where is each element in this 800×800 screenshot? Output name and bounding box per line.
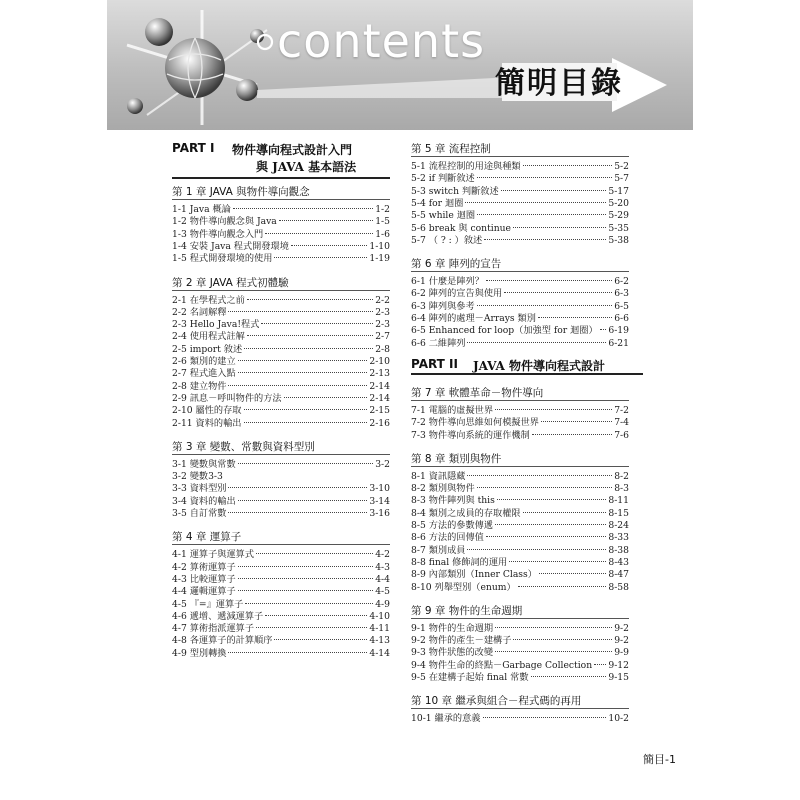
dot-leader <box>477 177 612 178</box>
entry-title: 2-3 Hello Java!程式 <box>172 319 260 331</box>
entry-page: 9-2 <box>614 622 629 634</box>
toc-entry <box>411 325 629 337</box>
banner-title: contents <box>277 14 486 68</box>
dot-leader <box>274 639 367 640</box>
entry-title: 9-5 在建構子起始 final 常數 <box>411 672 529 683</box>
entry-page: 8-38 <box>608 544 629 556</box>
entry-title: 2-8 建立物件 <box>172 380 227 392</box>
toc-entry <box>172 599 390 611</box>
entry-page: 4-14 <box>369 647 390 659</box>
dot-leader <box>228 311 373 312</box>
dot-leader <box>501 190 607 191</box>
entry-page: 4-13 <box>369 635 390 647</box>
entry-title: 3-1 變數與常數 <box>172 458 236 470</box>
entry-page: 6-19 <box>608 325 629 337</box>
entry-title: 4-7 算術指派運算子 <box>172 623 255 635</box>
banner-subtitle: 簡明目錄 <box>495 66 623 101</box>
entry-page: 2-14 <box>369 392 390 404</box>
entry-page: 5-35 <box>608 222 629 234</box>
dot-leader <box>238 500 368 501</box>
dot-leader <box>523 512 607 513</box>
entry-page: 5-20 <box>608 197 629 209</box>
dot-leader <box>265 233 373 234</box>
dot-leader <box>228 652 367 653</box>
dot-leader <box>228 385 367 386</box>
dot-leader <box>509 561 606 562</box>
dot-leader <box>541 421 612 422</box>
chapter-heading: 第 1 章 JAVA 與物件導向觀念 <box>172 184 390 200</box>
dot-leader <box>233 208 373 209</box>
entry-page: 9-9 <box>614 647 629 659</box>
toc-entry <box>172 586 390 598</box>
dot-leader <box>465 202 606 203</box>
toc-entry <box>172 229 390 241</box>
entry-title: 2-10 屬性的存取 <box>172 405 242 417</box>
dot-leader <box>495 651 612 652</box>
page-number: 簡目-1 <box>643 753 676 766</box>
entry-page: 4-9 <box>375 598 390 610</box>
chapter-heading: 第 8 章 類別與物件 <box>411 451 629 467</box>
entry-title: 2-7 程式進入點 <box>172 368 236 380</box>
toc-entry <box>411 713 629 725</box>
entry-title: 5-6 break 與 continue <box>411 222 511 234</box>
dot-leader <box>532 434 612 435</box>
entry-title: 8-8 final 修飾詞的運用 <box>411 556 508 568</box>
dot-leader <box>477 487 613 488</box>
entry-title: 2-4 使用程式註解 <box>172 331 245 343</box>
toc-entry <box>411 483 629 495</box>
toc-entry <box>172 295 390 307</box>
entry-title: 4-2 算術運算子 <box>172 561 236 573</box>
toc-entry <box>172 562 390 574</box>
entry-page: 4-2 <box>375 549 390 561</box>
entry-page: 1-19 <box>369 253 390 265</box>
entry-page: 5-2 <box>614 161 629 172</box>
entry-page: 8-15 <box>608 507 629 519</box>
entry-title: 4-8 各運算子的計算順序 <box>172 635 273 647</box>
dot-leader <box>274 257 367 258</box>
entry-title: 2-2 名詞解釋 <box>172 306 227 318</box>
entry-title: 8-9 內部類別（Inner Class） <box>411 569 537 581</box>
part-heading <box>411 357 643 375</box>
toc-entry <box>172 418 390 430</box>
entry-title: 7-2 物件導向思維如何模擬世界 <box>411 417 539 429</box>
dot-leader <box>504 292 612 293</box>
entry-page: 6-5 <box>614 300 629 312</box>
entry-page: 8-3 <box>614 483 629 495</box>
toc-entry <box>411 173 629 185</box>
entry-page: 8-33 <box>608 532 629 544</box>
toc-entry <box>411 557 629 569</box>
dot-leader <box>256 627 367 628</box>
toc-entry <box>411 161 629 173</box>
entry-title: 6-5 Enhanced for loop（加強型 for 迴圈） <box>411 325 598 337</box>
dot-leader <box>467 475 612 476</box>
toc-entry <box>172 508 390 520</box>
entry-page: 7-2 <box>614 404 629 416</box>
dot-leader <box>247 335 373 336</box>
entry-page: 3-2 <box>375 458 390 470</box>
part-label: PART II <box>411 356 458 371</box>
entry-title: 2-11 資料的輸出 <box>172 417 242 429</box>
dot-leader <box>513 227 606 228</box>
dot-leader <box>495 524 606 525</box>
entry-page: 3-16 <box>369 508 390 519</box>
toc-entry <box>411 495 629 507</box>
dot-leader <box>261 323 373 324</box>
entry-title: 8-4 類別之成員的存取權限 <box>411 507 521 519</box>
dot-leader <box>238 372 368 373</box>
entry-page: 6-3 <box>614 288 629 300</box>
entry-title: 5-4 for 迴圈 <box>411 197 464 209</box>
toc-entry <box>172 368 390 380</box>
entry-page: 2-10 <box>369 356 390 367</box>
chapter-heading: 第 5 章 流程控制 <box>411 141 629 157</box>
toc-entry <box>172 344 390 356</box>
toc-entry <box>172 635 390 647</box>
dot-leader <box>513 639 612 640</box>
entry-page: 6-2 <box>614 276 629 288</box>
entry-page: 4-4 <box>375 573 390 585</box>
chapter-heading: 第 2 章 JAVA 程式初體驗 <box>172 275 390 291</box>
dot-leader <box>238 463 374 464</box>
entry-title: 7-3 物件導向系統的運作機制 <box>411 429 530 441</box>
entry-title: 5-5 while 迴圈 <box>411 210 476 222</box>
entry-title: 1-3 物件導向觀念入門 <box>172 228 264 240</box>
entry-page: 1-2 <box>375 204 390 215</box>
dot-leader <box>483 717 607 718</box>
entry-page: 2-16 <box>369 417 390 429</box>
dot-leader <box>495 409 612 410</box>
entry-page: 2-7 <box>375 331 390 343</box>
entry-title: 4-1 運算子與運算式 <box>172 549 255 561</box>
entry-title: 5-3 switch 判斷敘述 <box>411 185 499 197</box>
chapter-heading: 第 4 章 運算子 <box>172 529 390 545</box>
toc-entry <box>172 459 390 471</box>
entry-title: 3-3 資料型別 <box>172 483 227 495</box>
toc-entry <box>411 288 629 300</box>
dot-leader <box>467 549 606 550</box>
dot-leader <box>497 499 607 500</box>
entry-page: 9-12 <box>608 659 629 671</box>
entry-page: 2-13 <box>369 368 390 380</box>
toc-entry <box>411 313 629 325</box>
entry-title: 4-6 遞增、遞減運算子 <box>172 610 264 622</box>
entry-title: 1-2 物件導向觀念與 Java <box>172 216 277 228</box>
toc-entry <box>172 381 390 393</box>
dot-leader <box>477 214 606 215</box>
entry-title: 8-6 方法的回傳值 <box>411 532 484 544</box>
dot-leader <box>244 422 368 423</box>
entry-title: 6-2 陣列的宣告與使用 <box>411 288 503 300</box>
dot-leader <box>523 165 613 166</box>
entry-page: 7-6 <box>614 429 629 441</box>
dot-leader <box>538 317 612 318</box>
toc-entry <box>411 417 629 429</box>
dot-leader <box>495 627 612 628</box>
entry-page: 4-3 <box>375 561 390 573</box>
entry-title: 6-6 二維陣列 <box>411 337 466 349</box>
entry-page: 8-43 <box>608 556 629 568</box>
entry-title: 9-2 物件的產生－建構子 <box>411 635 512 647</box>
dot-leader <box>228 512 367 513</box>
dot-leader <box>484 239 606 240</box>
entry-title: 6-1 什麼是陣列？ <box>411 276 484 288</box>
entry-title: 8-7 類別成員 <box>411 544 466 556</box>
dot-leader <box>518 586 607 587</box>
toc-entry <box>172 356 390 368</box>
entry-page: 2-8 <box>375 343 390 355</box>
toc-entry <box>411 430 629 442</box>
toc-entry <box>411 405 629 417</box>
toc-entry <box>172 496 390 508</box>
chapter-heading: 第 3 章 變數、常數與資料型別 <box>172 439 390 455</box>
entry-page: 8-58 <box>608 581 629 593</box>
toc-entry <box>411 582 629 594</box>
entry-page: 6-21 <box>608 337 629 349</box>
part-title: JAVA 物件導向程式設計 <box>473 358 605 373</box>
toc-entry <box>411 623 629 635</box>
entry-title: 3-2 變數3-3 <box>172 471 223 483</box>
toc-entry <box>172 611 390 623</box>
dot-leader <box>256 553 373 554</box>
toc-entry <box>411 186 629 198</box>
entry-page: 3-10 <box>369 483 390 495</box>
contents-banner <box>107 0 693 130</box>
part-heading <box>172 141 390 179</box>
entry-page: 8-11 <box>608 495 629 507</box>
entry-title: 3-5 自訂常數 <box>172 508 227 519</box>
dot-leader <box>244 348 373 349</box>
entry-title: 10-1 繼承的意義 <box>411 713 481 725</box>
toc-entry <box>411 545 629 557</box>
entry-title: 9-1 物件的生命週期 <box>411 622 494 634</box>
entry-title: 6-3 陣列與參考 <box>411 300 475 312</box>
entry-title: 4-3 比較運算子 <box>172 573 236 585</box>
entry-title: 2-5 import 敘述 <box>172 343 243 355</box>
entry-page: 1-10 <box>369 240 390 252</box>
entry-page: 2-14 <box>369 380 390 392</box>
dot-leader <box>291 245 367 246</box>
toc-entry <box>411 235 629 247</box>
entry-title: 8-5 方法的參數傳遞 <box>411 520 494 531</box>
toc-entry <box>172 623 390 635</box>
toc-entry <box>411 198 629 210</box>
entry-page: 5-38 <box>608 234 629 246</box>
toc-entry <box>172 331 390 343</box>
entry-page: 9-2 <box>614 635 629 647</box>
entry-page: 4-5 <box>375 586 390 598</box>
dot-leader <box>245 603 373 604</box>
entry-title: 6-4 陣列的處理－Arrays 類別 <box>411 313 536 324</box>
dot-leader <box>238 360 368 361</box>
toc-entry <box>172 307 390 319</box>
toc-entry <box>411 301 629 313</box>
entry-page: 1-5 <box>375 216 390 228</box>
toc-entry <box>172 574 390 586</box>
entry-page: 5-17 <box>608 185 629 197</box>
dot-leader <box>244 409 368 410</box>
entry-page: 8-24 <box>608 520 629 531</box>
entry-page: 4-10 <box>369 610 390 622</box>
toc-entry <box>411 520 629 532</box>
dot-leader <box>594 664 606 665</box>
toc-entry <box>172 241 390 253</box>
entry-page: 5-29 <box>608 210 629 222</box>
entry-title: 5-7 （ ? : ）敘述 <box>411 234 483 246</box>
entry-page: 1-6 <box>375 228 390 240</box>
dot-leader <box>238 590 374 591</box>
entry-page: 7-4 <box>614 417 629 429</box>
dot-leader <box>238 566 374 567</box>
entry-page: 2-3 <box>375 319 390 331</box>
dot-leader <box>531 676 607 677</box>
dot-leader <box>279 220 373 221</box>
entry-title: 3-4 資料的輸出 <box>172 495 236 507</box>
toc-entry <box>172 253 390 265</box>
toc-entry <box>411 276 629 288</box>
toc-entry <box>411 223 629 235</box>
entry-page: 8-47 <box>608 569 629 581</box>
entry-title: 2-1 在學程式之前 <box>172 294 245 306</box>
entry-title: 7-1 電腦的虛擬世界 <box>411 404 494 416</box>
entry-page: 2-3 <box>375 306 390 318</box>
dot-leader <box>600 329 607 330</box>
toc-entry <box>411 532 629 544</box>
chapter-heading: 第 9 章 物件的生命週期 <box>411 603 629 619</box>
chapter-heading: 第 6 章 陣列的宣告 <box>411 256 629 272</box>
toc-entry <box>411 635 629 647</box>
entry-title: 4-9 型別轉換 <box>172 647 227 659</box>
dot-leader <box>477 305 613 306</box>
entry-page: 3-14 <box>369 495 390 507</box>
entry-page: 9-15 <box>608 672 629 683</box>
toc-entry <box>172 471 390 483</box>
toc-entry <box>411 210 629 222</box>
toc-entry <box>172 549 390 561</box>
entry-page: 4-11 <box>369 623 390 635</box>
toc-entry <box>172 648 390 660</box>
entry-title: 8-3 物件陣列與 this <box>411 495 495 507</box>
entry-page: 10-2 <box>608 713 629 725</box>
entry-title: 2-9 訊息－呼叫物件的方法 <box>172 392 282 404</box>
toc-entry <box>411 672 629 684</box>
dot-leader <box>247 299 373 300</box>
toc-entry <box>411 338 629 350</box>
entry-title: 9-4 物件生命的終點－Garbage Collection <box>411 659 593 671</box>
chapter-heading: 第 7 章 軟體革命－物件導向 <box>411 385 629 401</box>
toc-entry <box>411 647 629 659</box>
part-title-line1: 物件導向程式設計入門 <box>232 143 353 157</box>
toc-entry <box>411 660 629 672</box>
chapter-heading: 第 10 章 繼承與組合－程式碼的再用 <box>411 693 629 709</box>
entry-title: 8-2 類別與物件 <box>411 483 475 495</box>
toc-entry <box>172 393 390 405</box>
dot-leader <box>265 615 367 616</box>
entry-title: 5-2 if 判斷敘述 <box>411 173 475 185</box>
toc-entry <box>411 471 629 483</box>
dot-leader <box>228 487 367 488</box>
toc-entry <box>172 405 390 417</box>
part-title-line2: 與 JAVA 基本語法 <box>256 160 357 174</box>
part-label: PART I <box>172 141 215 155</box>
dot-leader <box>486 280 612 281</box>
entry-title: 8-10 列舉型別（enum） <box>411 581 516 593</box>
entry-page: 6-6 <box>614 313 629 324</box>
entry-title: 4-5 『=』運算子 <box>172 598 244 610</box>
entry-page: 8-2 <box>614 470 629 482</box>
dot-leader <box>486 536 607 537</box>
entry-title: 2-6 類別的建立 <box>172 356 236 367</box>
entry-title: 9-3 物件狀態的改變 <box>411 647 494 659</box>
entry-page: 2-2 <box>375 294 390 306</box>
toc-entry <box>411 569 629 581</box>
entry-title: 5-1 流程控制的用途與種類 <box>411 161 521 172</box>
entry-title: 8-1 資訊隱藏 <box>411 470 466 482</box>
toc-entry <box>172 483 390 495</box>
toc-entry <box>172 216 390 228</box>
entry-title: 4-4 邏輯運算子 <box>172 586 236 598</box>
entry-page: 2-15 <box>369 405 390 417</box>
dot-leader <box>467 342 606 343</box>
toc-entry <box>411 508 629 520</box>
entry-page: 5-7 <box>614 173 629 185</box>
dot-leader <box>238 578 374 579</box>
toc-entry <box>172 319 390 331</box>
toc-entry <box>172 204 390 216</box>
dot-leader <box>284 397 368 398</box>
entry-title: 1-4 安裝 Java 程式開發環境 <box>172 240 289 252</box>
entry-title: 1-5 程式開發環境的使用 <box>172 253 273 265</box>
dot-leader <box>539 573 606 574</box>
entry-title: 1-1 Java 概論 <box>172 204 231 215</box>
